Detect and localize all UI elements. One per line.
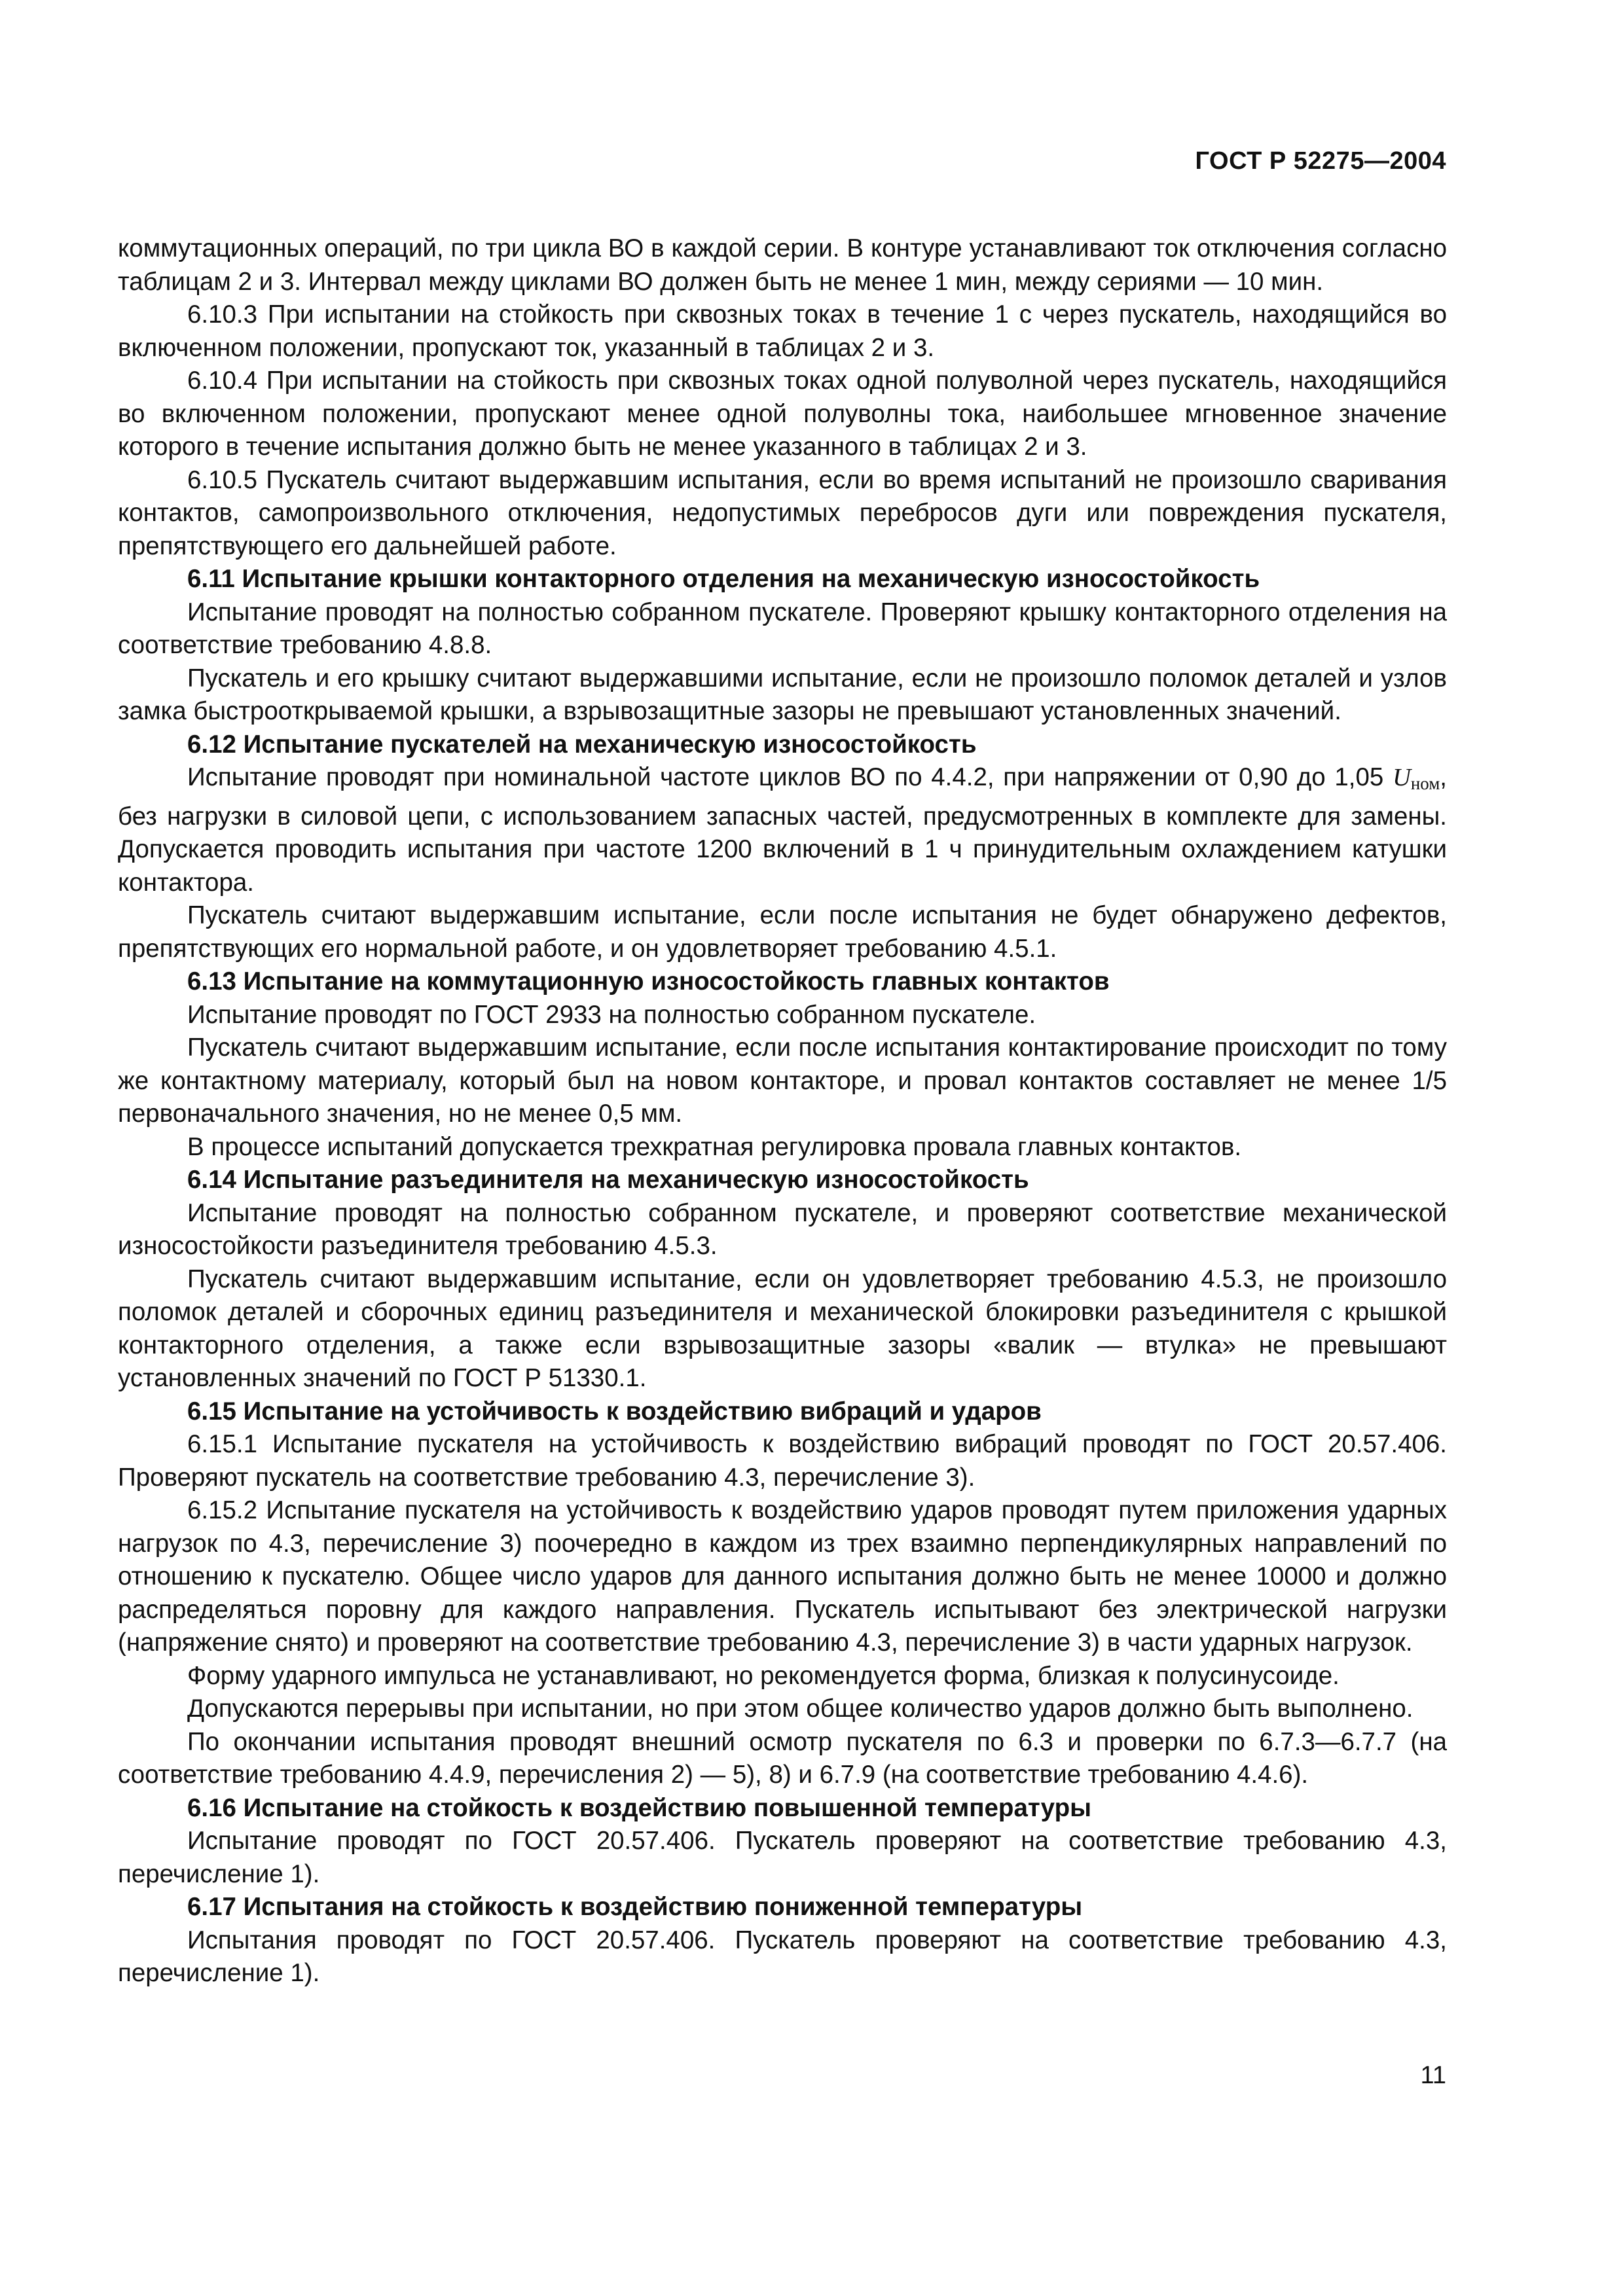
paragraph-6-13-c: В процессе испытаний допускается трехкратная регулировка провала главных контактов. bbox=[187, 1132, 1242, 1161]
section-heading-6-11: 6.11 Испытание крышки контакторного отделения на механическую износостойкость bbox=[187, 565, 1260, 593]
paragraph-continuation: коммутационных операций, по три цикла ВО в каждой серии. В контуре устанавливают ток отключения согласно таблицам 2 и 3. Интервал между циклами ВО должен быть не менее 1 мин, между сериями — 10 мин. bbox=[118, 234, 1447, 296]
section-heading-6-15: 6.15 Испытание на устойчивость к воздействию вибраций и ударов bbox=[187, 1397, 1042, 1426]
paragraph-6-13-b: Пускатель считают выдержавшим испытание, если после испытания контактирование происходит по тому же контактному материалу, который был на новом контакторе, и провал контактов составляет не менее 1/5 первоначального значения, но не менее 0,5 мм. bbox=[118, 1033, 1447, 1128]
section-heading-6-16: 6.16 Испытание на стойкость к воздействию повышенной температуры bbox=[187, 1793, 1091, 1822]
paragraph-6-12-a bbox=[118, 761, 1447, 899]
paragraph-6-13-a: Испытание проводят по ГОСТ 2933 на полностью собранном пускателе. bbox=[187, 1000, 1036, 1029]
document-body bbox=[118, 232, 1447, 1990]
document-id-header: ГОСТ Р 52275—2004 bbox=[1195, 147, 1446, 175]
paragraph-6-14-a: Испытание проводят на полностью собранном пускателе, и проверяют соответствие механической износостойкости разъединителя требованию 4.5.3. bbox=[118, 1198, 1447, 1260]
paragraph-6-10-5: 6.10.5 Пускатель считают выдержавшим испытания, если во время испытаний не произошло сваривания контактов, самопроизвольного отключения, недопустимых перебросов дуги или повреждения пускателя, препятствующего его дальнейшей работе. bbox=[118, 465, 1447, 560]
voltage-letter: U bbox=[1393, 764, 1411, 791]
section-heading-6-13: 6.13 Испытание на коммутационную износостойкость главных контактов bbox=[187, 967, 1110, 996]
paragraph-6-12-a-part1: Испытание проводят при номинальной частоте циклов ВО по 4.4.2, при напряжении от 0,90 до 1,05 bbox=[187, 763, 1384, 791]
voltage-subscript: ном bbox=[1410, 774, 1440, 793]
paragraph-6-14-b: Пускатель считают выдержавшим испытание, если он удовлетворяет требованию 4.5.3, не произошло поломок деталей и сборочных единиц разъединителя и механической блокировки разъединителя с крышкой контакторного отделения, а также если взрывозащитные зазоры «валик — втулка» не превышают установленных значений по ГОСТ Р 51330.1. bbox=[118, 1265, 1447, 1392]
paragraph-6-15-2: 6.15.2 Испытание пускателя на устойчивость к воздействию ударов проводят путем приложения ударных нагрузок по 4.3, перечисление 3) поочередно в каждом из трех взаимно перпендикулярных направлений по отношению к пускателю. Общее число ударов для данного испытания должно быть не менее 10000 и должно распределяться поровну для каждого направления. Пускатель испытывают без электрической нагрузки (напряжение снято) и проверяют на соответствие требованию 4.3, перечисление 3) в части ударных нагрузок. bbox=[118, 1496, 1447, 1657]
paragraph-6-11-b: Пускатель и его крышку считают выдержавшими испытание, если не произошло поломок деталей и узлов замка быстрооткрываемой крышки, а взрывозащитные зазоры не превышают установленных значений. bbox=[118, 664, 1447, 725]
paragraph-6-15-1: 6.15.1 Испытание пускателя на устойчивость к воздействию вибраций проводят по ГОСТ 20.57.406. Проверяют пускатель на соответствие требованию 4.3, перечисление 3). bbox=[118, 1430, 1447, 1492]
paragraph-6-15-2-b: Форму ударного импульса не устанавливают, но рекомендуется форма, близкая к полусинусоиде. bbox=[187, 1661, 1340, 1690]
paragraph-6-15-2-c: Допускаются перерывы при испытании, но при этом общее количество ударов должно быть выполнено. bbox=[187, 1695, 1413, 1723]
page-number: 11 bbox=[1420, 2062, 1446, 2089]
paragraph-6-11-a: Испытание проводят на полностью собранном пускателе. Проверяют крышку контакторного отделения на соответствие требованию 4.8.8. bbox=[118, 598, 1447, 659]
paragraph-6-17: Испытания проводят по ГОСТ 20.57.406. Пускатель проверяют на соответствие требованию 4.3, перечисление 1). bbox=[118, 1926, 1447, 1987]
section-heading-6-12: 6.12 Испытание пускателей на механическую износостойкость bbox=[187, 730, 977, 759]
paragraph-6-16: Испытание проводят по ГОСТ 20.57.406. Пускатель проверяют на соответствие требованию 4.3, перечисление 1). bbox=[118, 1827, 1447, 1888]
nominal-voltage-symbol bbox=[1393, 764, 1440, 791]
paragraph-6-15-2-d: По окончании испытания проводят внешний осмотр пускателя по 6.3 и проверки по 6.7.3—6.7.7 (на соответствие требованию 4.4.9, перечисления 2) — 5), 8) и 6.7.9 (на соответствие требованию 4.4.6). bbox=[118, 1727, 1447, 1789]
paragraph-6-12-b: Пускатель считают выдержавшим испытание, если после испытания не будет обнаружено дефектов, препятствующих его нормальной работе, и он удовлетворяет требованию 4.5.1. bbox=[118, 901, 1447, 963]
paragraph-6-12-a-part2: , без нагрузки в силовой цепи, с использованием запасных частей, предусмотренных в комплекте для замены. Допускается проводить испытания при частоте 1200 включений в 1 ч принудительным охлаждением катушки контактора. bbox=[118, 763, 1447, 897]
section-heading-6-14: 6.14 Испытание разъединителя на механическую износостойкость bbox=[187, 1166, 1029, 1194]
section-heading-6-17: 6.17 Испытания на стойкость к воздействию пониженной температуры bbox=[187, 1893, 1083, 1921]
paragraph-6-10-3: 6.10.3 При испытании на стойкость при сквозных токах в течение 1 с через пускатель, находящийся во включенном положении, пропускают ток, указанный в таблицах 2 и 3. bbox=[118, 300, 1447, 362]
paragraph-6-10-4: 6.10.4 При испытании на стойкость при сквозных токах одной полуволной через пускатель, находящийся во включенном положении, пропускают менее одной полуволны тока, наибольшее мгновенное значение которого в течение испытания должно быть не менее указанного в таблицах 2 и 3. bbox=[118, 367, 1447, 461]
